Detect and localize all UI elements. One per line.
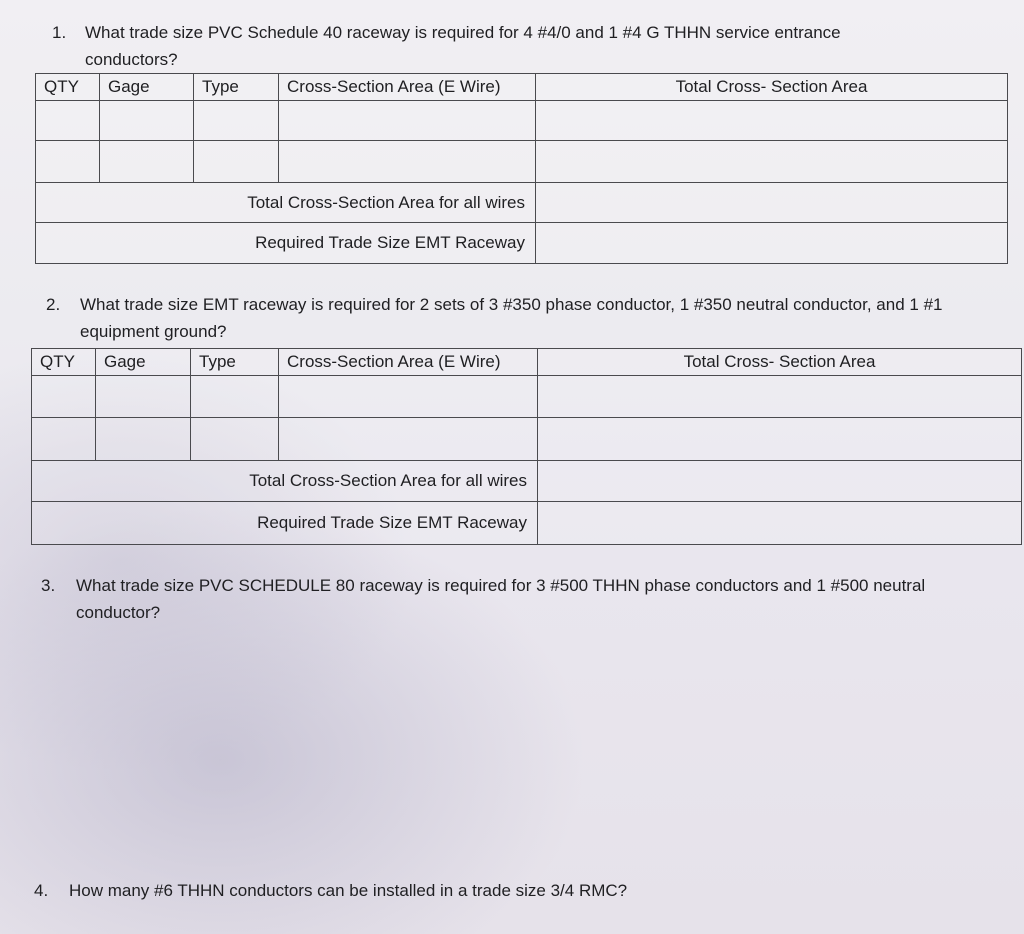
- question-number: 4.: [34, 881, 49, 900]
- question-1: [52, 19, 952, 75]
- qty-cell[interactable]: [32, 376, 96, 418]
- header-cross-section: Cross-Section Area (E Wire): [279, 349, 538, 376]
- question-4: [34, 877, 934, 905]
- qty-cell[interactable]: [32, 418, 96, 461]
- question-text: What trade size PVC Schedule 40 raceway is required for 4 #4/0 and 1 #4 G THHN service entrance conductors?: [85, 23, 841, 69]
- required-size-label: Required Trade Size EMT Raceway: [36, 223, 536, 264]
- question-text: How many #6 THHN conductors can be installed in a trade size 3/4 RMC?: [69, 881, 628, 900]
- cross-section-cell[interactable]: [279, 141, 536, 183]
- total-cross-section-cell[interactable]: [536, 101, 1008, 141]
- total-area-answer-cell[interactable]: [538, 461, 1022, 502]
- total-area-label: Total Cross-Section Area for all wires: [32, 461, 538, 502]
- table-row: [36, 141, 1008, 183]
- gage-cell[interactable]: [96, 376, 191, 418]
- total-cross-section-cell[interactable]: [538, 418, 1022, 461]
- question-number: 1.: [52, 23, 67, 42]
- total-cross-section-cell[interactable]: [538, 376, 1022, 418]
- required-size-answer-cell[interactable]: [538, 502, 1022, 545]
- question-text: What trade size EMT raceway is required for 2 sets of 3 #350 phase conductor, 1 #350 neutral conductor, and 1 #1 equipment ground?: [80, 295, 943, 341]
- header-qty: QTY: [36, 74, 100, 101]
- total-area-label: Total Cross-Section Area for all wires: [36, 183, 536, 223]
- cross-section-cell[interactable]: [279, 101, 536, 141]
- required-size-row: [36, 223, 1008, 264]
- table-header-row: [36, 74, 1008, 101]
- header-gage: Gage: [96, 349, 191, 376]
- required-size-answer-cell[interactable]: [536, 223, 1008, 264]
- question-2: [46, 291, 986, 347]
- gage-cell[interactable]: [96, 418, 191, 461]
- header-qty: QTY: [32, 349, 96, 376]
- question-number: 3.: [41, 576, 56, 595]
- total-area-answer-cell[interactable]: [536, 183, 1008, 223]
- header-type: Type: [191, 349, 279, 376]
- total-cross-section-cell[interactable]: [536, 141, 1008, 183]
- required-size-row: [32, 502, 1022, 545]
- answer-table-1: [35, 73, 1008, 264]
- header-total-cross-section: Total Cross- Section Area: [538, 349, 1022, 376]
- question-number: 2.: [46, 295, 61, 314]
- type-cell[interactable]: [194, 141, 279, 183]
- cross-section-cell[interactable]: [279, 418, 538, 461]
- type-cell[interactable]: [191, 418, 279, 461]
- answer-table-2: [31, 348, 1022, 545]
- header-gage: Gage: [100, 74, 194, 101]
- gage-cell[interactable]: [100, 141, 194, 183]
- required-size-label: Required Trade Size EMT Raceway: [32, 502, 538, 545]
- table-row: [32, 376, 1022, 418]
- qty-cell[interactable]: [36, 101, 100, 141]
- total-area-row: [32, 461, 1022, 502]
- table-row: [32, 418, 1022, 461]
- gage-cell[interactable]: [100, 101, 194, 141]
- header-type: Type: [194, 74, 279, 101]
- total-area-row: [36, 183, 1008, 223]
- header-total-cross-section: Total Cross- Section Area: [536, 74, 1008, 101]
- table-row: [36, 101, 1008, 141]
- type-cell[interactable]: [194, 101, 279, 141]
- question-text: What trade size PVC SCHEDULE 80 raceway is required for 3 #500 THHN phase conductors and 1 #500 neutral conductor?: [76, 576, 926, 622]
- qty-cell[interactable]: [36, 141, 100, 183]
- cross-section-cell[interactable]: [279, 376, 538, 418]
- question-3: [41, 572, 981, 628]
- table-header-row: [32, 349, 1022, 376]
- type-cell[interactable]: [191, 376, 279, 418]
- header-cross-section: Cross-Section Area (E Wire): [279, 74, 536, 101]
